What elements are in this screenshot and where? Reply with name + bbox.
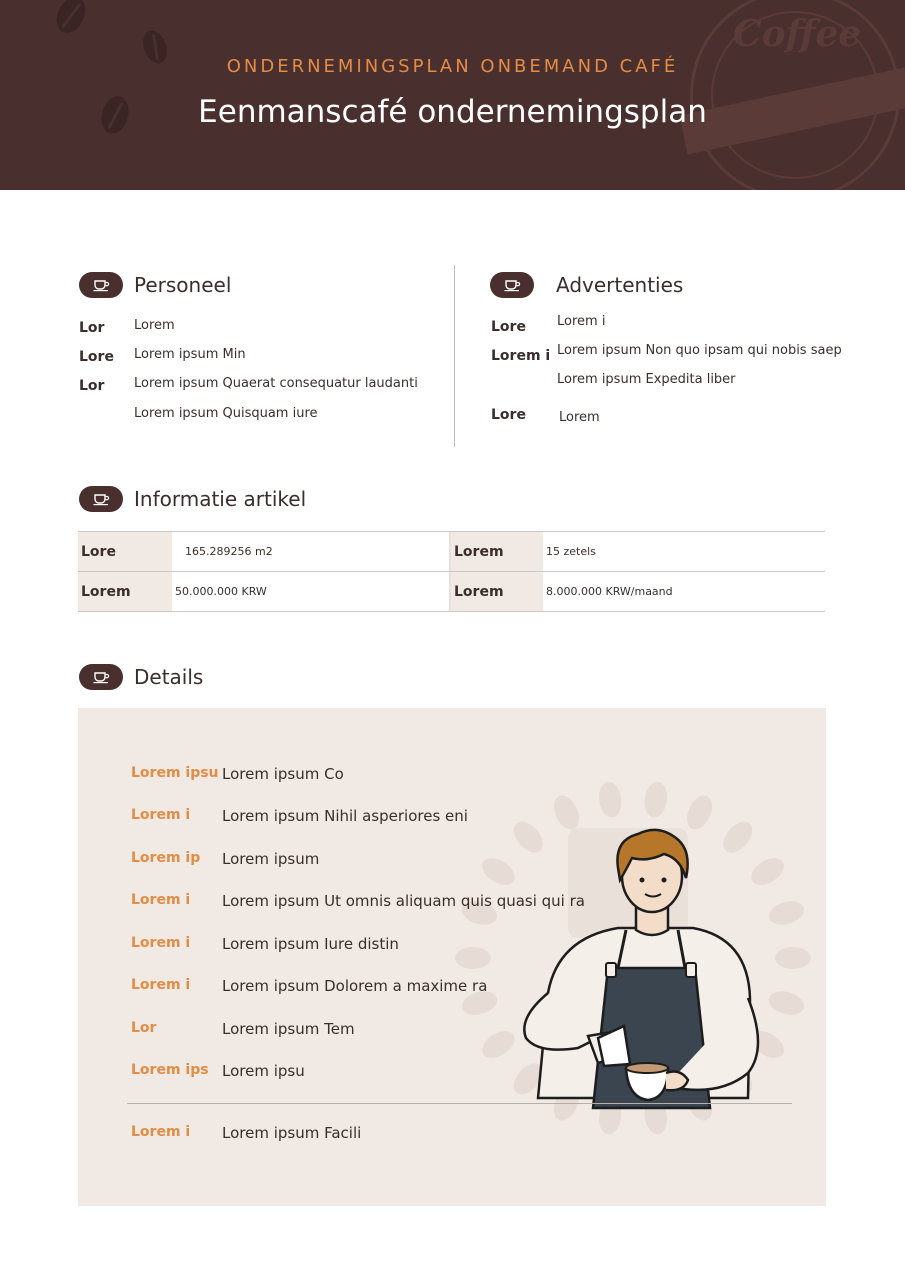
detail-value: Lorem ipsum Dolorem a maxime ra [222,977,488,995]
detail-value: Lorem ipsu [222,1062,305,1080]
coffee-bean-icon [597,780,624,819]
section-heading-advertenties [490,272,683,298]
advertenties-value: Lorem ipsum Non quo ipsam qui nobis saep [557,343,842,358]
detail-key: Lorem i [131,807,191,823]
table-cell-value: 15 zetels [546,545,596,558]
stamp-script: Coffee [733,13,862,55]
coffee-bean-icon [477,853,519,891]
coffee-bean-icon [549,792,584,834]
personeel-key: Lor [79,378,105,394]
coffee-bean-icon [766,897,807,928]
coffee-bean-icon [747,853,789,891]
advertenties-value: Lorem i [557,314,606,329]
detail-key: Lorem ipsu [131,765,219,781]
personeel-key: Lor [79,320,105,336]
coffee-cup-icon [79,272,123,298]
detail-value: Lorem ipsum Tem [222,1020,355,1038]
details-panel [78,708,826,1206]
column-divider [454,265,455,447]
detail-value: Lorem ipsum Ut omnis aliquam quis quasi qui ra [222,892,585,910]
detail-value: Lorem ipsum Nihil asperiores eni [222,807,468,825]
detail-key: Lorem ip [131,850,201,866]
detail-value: Lorem ipsum Facili [222,1124,362,1142]
advertenties-key: Lore [491,407,526,423]
coffee-bean-icon [718,816,758,858]
personeel-value: Lorem [134,318,175,333]
table-cell-key: Lorem [78,572,172,611]
detail-key: Lorem i [131,892,191,908]
table-cell-key: Lorem [451,532,543,571]
info-table [78,531,825,612]
detail-value: Lorem ipsum Co [222,765,344,783]
barista-illustration [448,768,818,1168]
detail-key: Lorem i [131,1124,191,1140]
coffee-cup-icon [79,664,123,690]
personeel-value: Lorem ipsum Quisquam iure [134,406,318,421]
detail-key: Lor [131,1020,157,1036]
personeel-value: Lorem ipsum Min [134,347,246,362]
table-cell-value: 165.289256 m2 [185,545,273,558]
coffee-bean-icon [766,987,807,1018]
advertenties-value: Lorem ipsum Expedita liber [557,372,736,387]
detail-key: Lorem i [131,935,191,951]
section-heading-personeel [79,272,231,298]
coffee-bean-icon [477,1026,519,1064]
table-cell-value: 8.000.000 KRW/maand [546,585,673,598]
detail-key: Lorem ips [131,1062,209,1078]
section-title: Advertenties [556,273,684,297]
document-subtitle: ONDERNEMINGSPLAN ONBEMAND CAFÉ [226,56,679,77]
coffee-bean-icon [682,792,717,834]
coffee-cup-icon [490,272,534,298]
document-title: Eenmanscafé ondernemingsplan [198,94,707,130]
coffee-bean-icon [455,947,491,969]
details-divider [127,1103,792,1104]
table-cell-key: Lore [78,532,172,571]
advertenties-key: Lorem i [491,348,551,364]
table-row [78,532,825,572]
header-banner [0,0,905,190]
coffee-bean-icon [508,816,548,858]
section-heading-informatie [79,486,306,512]
advertenties-value: Lorem [559,410,600,425]
coffee-bean-icon [51,0,91,38]
advertenties-key: Lore [491,319,526,335]
detail-value: Lorem ipsum [222,850,320,868]
detail-key: Lorem i [131,977,191,993]
coffee-bean-icon [642,780,669,819]
personeel-value: Lorem ipsum Quaerat consequatur laudanti [134,376,418,391]
table-row [78,572,825,612]
coffee-bean-icon [775,947,811,969]
table-cell-value: 50.000.000 KRW [175,585,267,598]
table-cell-key: Lorem [451,572,543,611]
personeel-key: Lore [79,349,114,365]
detail-value: Lorem ipsum Iure distin [222,935,399,953]
section-title: Informatie artikel [134,487,307,511]
section-heading-details [79,664,203,690]
coffee-cup-icon [79,486,123,512]
section-title: Personeel [134,273,232,297]
section-title: Details [134,665,204,689]
